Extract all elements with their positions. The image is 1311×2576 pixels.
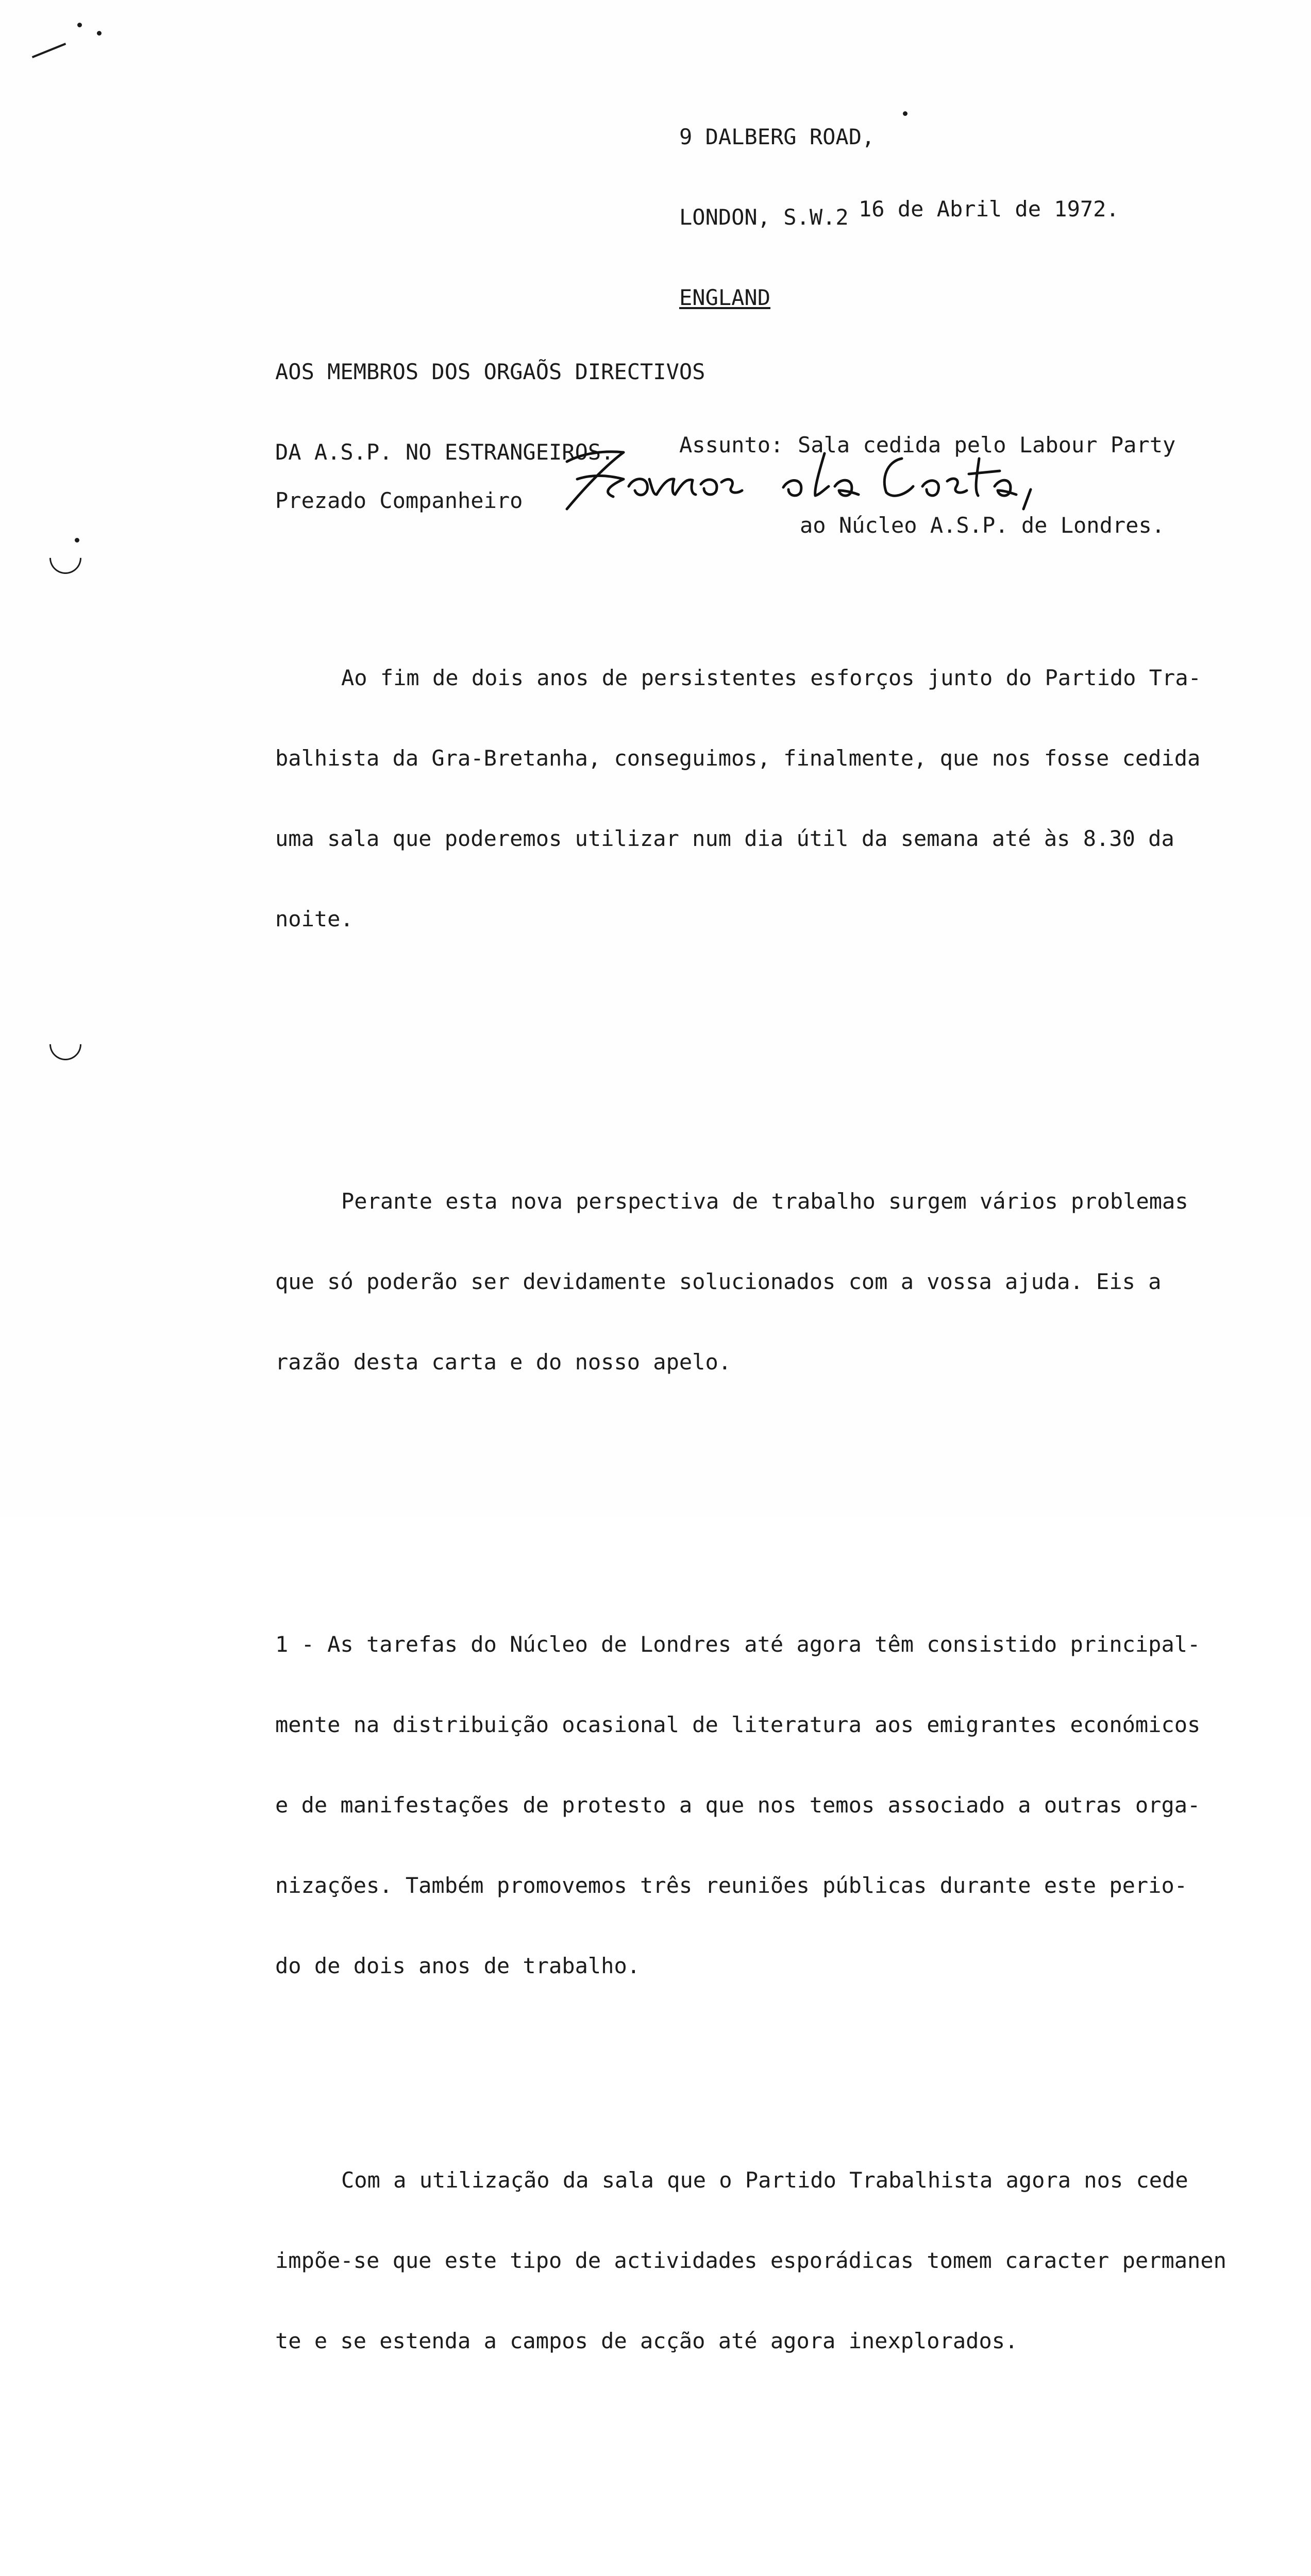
- body-line: do de dois anos de trabalho.: [275, 1953, 641, 1978]
- body-line: Perante esta nova perspectiva de trabalho surgem vários problemas: [341, 1189, 1188, 1214]
- ink-speck: [903, 111, 907, 116]
- paragraph-room-use: [275, 2113, 1239, 2408]
- sender-address: [679, 70, 875, 365]
- ink-speck: [97, 31, 102, 36]
- address-street: 9 DALBERG ROAD,: [679, 124, 875, 149]
- body-line: que só poderão ser devidamente solucionados com a vossa ajuda. Eis a: [275, 1269, 1162, 1294]
- subject-label: Assunto:: [679, 432, 784, 457]
- paragraph-point-2: [275, 2556, 1239, 2576]
- letter-body: [275, 531, 1239, 2576]
- greeting: Prezado Companheiro: [275, 488, 523, 513]
- body-line: e de manifestações de protesto a que nos temos associado a outras orga-: [275, 1792, 1201, 1818]
- punch-hole: [43, 535, 88, 581]
- recipient-line: DA A.S.P. NO ESTRANGEIROS.: [275, 439, 614, 465]
- body-line: Com a utilização da sala que o Partido Trabalhista agora nos cede: [341, 2167, 1188, 2193]
- subject-line: ao Núcleo A.S.P. de Londres.: [800, 513, 1165, 538]
- body-line: uma sala que poderemos utilizar num dia útil da semana até às 8.30 da: [275, 826, 1174, 851]
- address-country: ENGLAND: [679, 285, 771, 310]
- recipient-line: AOS MEMBROS DOS ORGAÕS DIRECTIVOS: [275, 359, 705, 384]
- body-line: balhista da Gra-Bretanha, conseguimos, finalmente, que nos fosse cedida: [275, 745, 1201, 771]
- subject-line: Sala cedida pelo Labour Party: [798, 432, 1176, 457]
- paragraph-intro: [275, 611, 1239, 986]
- body-line: razão desta carta e do nosso apelo.: [275, 1349, 732, 1375]
- ink-mark: [32, 43, 66, 58]
- body-line: mente na distribuição ocasional de literatura aos emigrantes económicos: [275, 1712, 1201, 1737]
- body-line: noite.: [275, 906, 354, 931]
- ink-speck: [77, 23, 82, 27]
- body-line: impõe-se que este tipo de actividades esporádicas tomem caracter permanen: [275, 2248, 1226, 2273]
- paragraph-perspective: [275, 1134, 1239, 1429]
- handwritten-name-signature: [546, 443, 1041, 515]
- address-city: LONDON, S.W.2: [679, 205, 849, 230]
- body-line: 1 - As tarefas do Núcleo de Londres até agora têm consistido principal-: [275, 1632, 1201, 1657]
- paragraph-point-1: [275, 1578, 1239, 2033]
- punch-hole: [43, 1022, 88, 1067]
- ink-speck: [75, 538, 79, 543]
- letter-date: 16 de Abril de 1972.: [859, 196, 1119, 222]
- body-line: te e se estenda a campos de acção até agora inexplorados.: [275, 2328, 1018, 2353]
- body-line: Ao fim de dois anos de persistentes esforços junto do Partido Tra-: [341, 665, 1201, 690]
- body-line: nizações. Também promovemos três reuniões públicas durante este perio-: [275, 1873, 1188, 1898]
